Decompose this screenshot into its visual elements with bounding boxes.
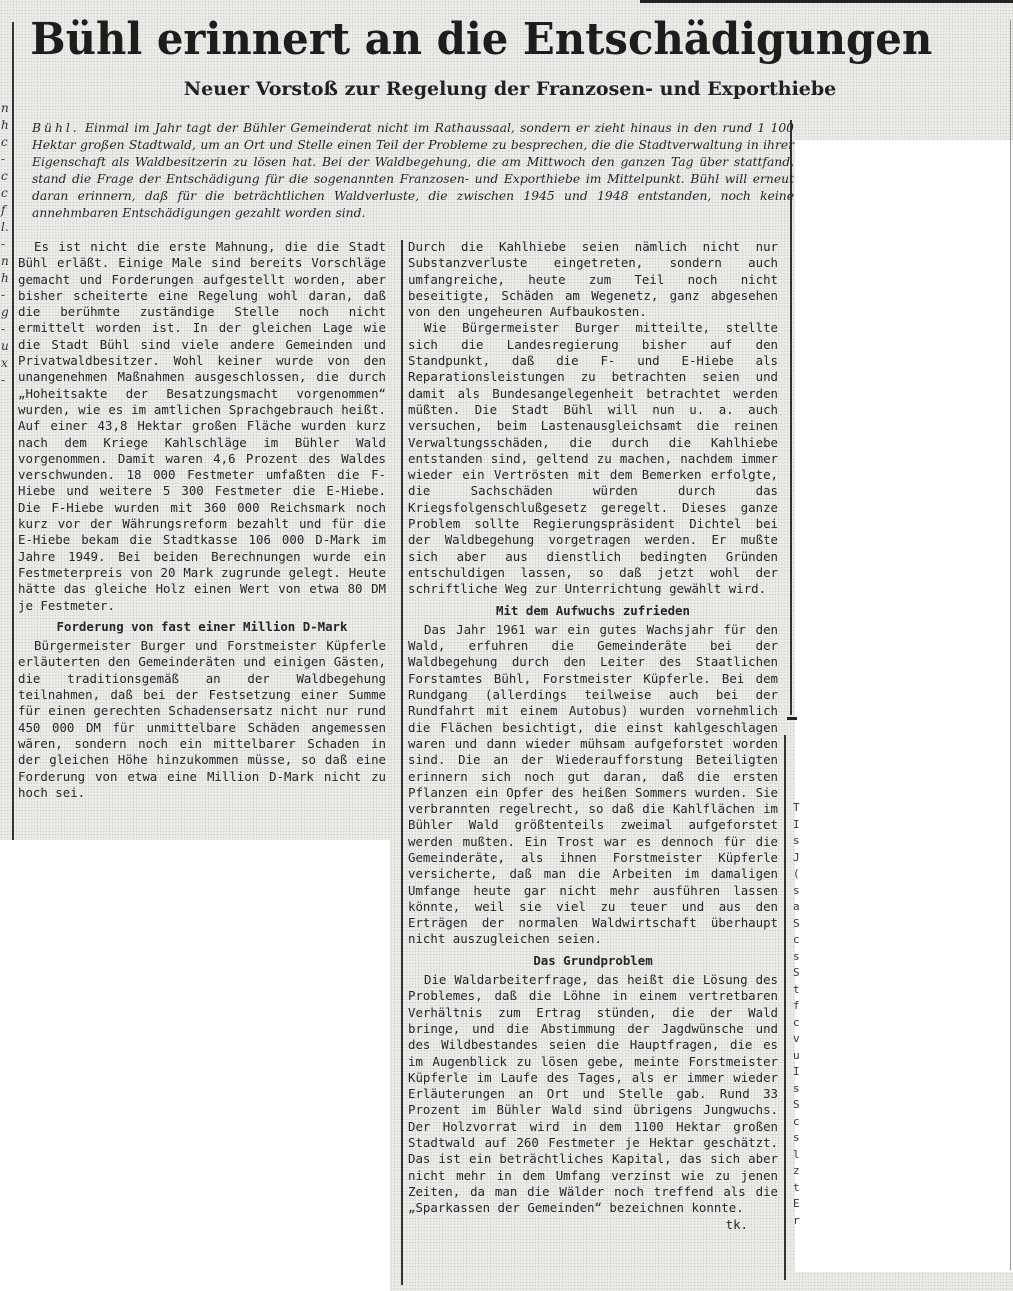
margin-fragment: -	[1, 288, 6, 302]
top-border-rule	[640, 0, 1013, 3]
margin-fragment: (	[793, 867, 800, 880]
margin-fragment: c	[1, 186, 8, 200]
margin-fragment: c	[793, 1114, 800, 1128]
article-subheadline: Neuer Vorstoß zur Regelung der Franzosen- und Exporthiebe	[183, 78, 837, 100]
margin-fragment: s	[793, 1131, 800, 1144]
margin-fragment: T	[793, 801, 800, 814]
margin-fragment: l	[793, 1147, 800, 1161]
margin-fragment: n	[1, 254, 9, 268]
middle-column-rule-right-lower	[784, 735, 786, 1280]
margin-fragment: E	[793, 1197, 800, 1210]
section-subheading: Das Grundproblem	[533, 952, 653, 968]
author-signature: tk.	[725, 1216, 748, 1232]
margin-fragment: g	[1, 305, 9, 319]
margin-fragment: f	[793, 999, 800, 1012]
margin-fragment: u	[1, 339, 9, 353]
body-paragraph: Es ist nicht die erste Mahnung, die die Stadt Bühl erläßt. Einige Male sind bereits Vorschläge gemacht und Forderungen aufgestellt worden, aber bisher scheiterte eine Regelung wohl daran, daß die berühmte zuständige Stelle noch nicht ermittelt worden ist. In der gleichen Lage wie die Stadt Bühl sind viele andere Gemeinden und Privatwaldbesitzer. Wohl keiner wurde von den unangenehmen Maßnahmen ausgeschlossen, die durch „Hoheitsakte der Besatzungsmacht vorgenommen“ wurden, wie es im amtlichen Sprachgebrauch heißt. Auf einer 43,8 Hektar großen Fläche wurden kurz nach dem Kriege Kahlschläge im Bühler Wald vorgenommen. Damit waren 4,6 Prozent des Waldes verschwunden. 18 000 Festmeter umfaßten die F-Hiebe und weitere 5 300 Festmeter die E-Hiebe. Die F-Hiebe wurden mit 360 000 Reichsmark noch kurz vor der Währungsreform bezahlt und für die E-Hiebe bekam die Stadtkasse 106 000 D-Mark im Jahre 1949. Bei beiden Berechnungen wurde ein Festmeterpreis von 20 Mark zugrunde gelegt. Heute hätte das gleiche Holz einen Wert von etwa 80 DM je Festmeter.	[18, 239, 386, 613]
margin-fragment: I	[793, 817, 800, 831]
body-paragraph	[408, 972, 778, 1232]
section-subheading: Forderung von fast einer Million D-Mark	[56, 618, 348, 634]
margin-fragment: S	[793, 1098, 800, 1111]
blank-area	[795, 140, 1013, 1272]
margin-fragment: c	[1, 169, 8, 183]
margin-fragment: s	[793, 834, 800, 847]
right-edge-rule	[1010, 20, 1011, 1270]
margin-fragment: c	[793, 933, 800, 946]
margin-fragment: I	[793, 1065, 800, 1078]
lead-text: Einmal im Jahr tagt der Bühler Gemeinderat nicht im Rathaussaal, sondern er zieht hinaus in den rund 1 100 Hektar großen Stadtwald, um an Ort und Stelle einen Teil der Probleme zu besprechen, die die Stadtverwaltung in ihrer Eigenschaft als Waldbesitzerin zu lösen hat. Bei der Waldbegehung, die am Mittwoch den ganzen Tag über stattfand, stand die Frage der Entschädigung für die sogenannten Franzosen- und Exporthiebe im Mittelpunkt. Bühl will erneut daran erinnern, daß für die beträchtlichen Waldverluste, die zwischen 1945 und 1948 entstanden, noch keine annehmbaren Entschädigungen gezahlt worden sind.	[32, 121, 794, 221]
margin-fragment: n	[1, 101, 9, 115]
article-headline: Bühl erinnert an die Entschädigungen	[30, 14, 933, 65]
margin-fragment: -	[1, 322, 6, 336]
left-column-rule	[12, 22, 14, 840]
margin-fragment: u	[793, 1048, 800, 1062]
margin-fragment: t	[793, 1180, 800, 1194]
right-margin-fragments	[793, 800, 803, 1229]
margin-fragment: J	[793, 850, 800, 864]
margin-fragment: s	[793, 949, 800, 963]
margin-fragment: t	[793, 982, 800, 996]
margin-fragment: l.	[1, 220, 9, 234]
margin-fragment: v	[793, 1032, 800, 1045]
column-rule-tick	[787, 717, 797, 720]
article-lead	[32, 120, 794, 223]
margin-fragment: f	[1, 203, 6, 217]
margin-fragment: -	[1, 373, 6, 387]
body-paragraph: Durch die Kahlhiebe seien nämlich nicht nur Substanzverluste eingetreten, sondern auch umfangreiche, heute zum Teil noch nicht beseitigte, Schäden am Wegenetz, ganz abgesehen von den ungeheuren Aufbaukosten.	[408, 239, 778, 320]
margin-fragment: h	[1, 271, 9, 285]
margin-fragment: S	[793, 916, 800, 930]
body-paragraph: Wie Bürgermeister Burger mitteilte, stellte sich die Landesregierung bisher auf den Standpunkt, daß die F- und E-Hiebe als Reparationsleistungen zu betrachten seien und damit als Bundesangelegenheit betrachtet werden müßten. Die Stadt Bühl will nun u. a. auch versuchen, beim Lastenausgleichsamt die reinen Verwaltungsschäden, die durch die Kahlhiebe entstanden sind, geltend zu machen, nachdem immer wieder ein Vertrösten mit dem Bemerken erfolgte, die Sachschäden würden durch das Kriegsfolgenschlußgesetz geregelt. Dieses ganze Problem sollte Regierungspräsident Dichtel bei der Waldbegehung vorgetragen werden. Er mußte sich aber aus dienstlich bedingten Gründen entschuldigen lassen, so daß jetzt wohl der schriftliche Weg zur Unterrichtung gewählt wird.	[408, 320, 778, 597]
margin-fragment: z	[793, 1164, 800, 1177]
left-margin-fragments	[1, 100, 11, 389]
body-paragraph: Das Jahr 1961 war ein gutes Wachsjahr für den Wald, erfuhren die Gemeinderäte bei der Waldbegehung durch den Leiter des Staatlichen Forstamtes Bühl, Forstmeister Küpferle. Bei dem Rundgang (allerdings teilweise auch bei der Rundfahrt mit einem Autobus) wurden vornehmlich die Flächen besichtigt, die einst kahlgeschlagen waren und dann wieder mühsam aufgeforstet worden sind. Die an der Wiederaufforstung Beteiligten erinnern sich noch gut daran, daß die ersten Pflanzen ein Opfer des heißen Sommers wurden. Sie verbrannten regelrecht, so daß die Kahlflächen im Bühler Wald größtenteils zweimal aufgeforstet werden mußten. Ein Trost war es dennoch für die Gemeinderäte, als ihnen Forstmeister Küpferle versicherte, daß man die Arbeiten im damaligen Umfange heute gar nicht mehr ausführen lassen könnte, weil sie viel zu teuer und aus den Erträgen der normalen Waldwirtschaft überhaupt nicht auszugleichen seien.	[408, 621, 778, 947]
newspaper-clipping-bottom-strip	[390, 1272, 1013, 1291]
margin-fragment: s	[793, 1081, 800, 1095]
margin-fragment: s	[793, 883, 800, 897]
margin-fragment: h	[1, 118, 9, 132]
body-paragraph: Bürgermeister Burger und Forstmeister Küpferle erläuterten den Gemeinderäten und einigen Gästen, die traditionsgemäß an der Waldbegehung teilnahmen, daß bei der Festsetzung einer Summe für einen gerechten Schadensersatz nicht nur rund 450 000 DM für unmittelbare Schäden angemessen wären, sondern noch ein mittelbarer Schaden in der gleichen Höhe hinzukommen müsse, so daß eine Forderung von etwa eine Million D-Mark nicht zu hoch sei.	[18, 638, 386, 800]
section-subheading: Mit dem Aufwuchs zufrieden	[496, 602, 690, 618]
margin-fragment: c	[1, 135, 8, 149]
margin-fragment: x	[1, 356, 8, 370]
margin-fragment: -	[1, 152, 6, 166]
middle-column	[408, 239, 778, 1233]
body-paragraph-text: Die Waldarbeiterfrage, das heißt die Lösung des Problemes, daß die Löhne in einem vertretbaren Verhältnis zum Ertrag stünden, die der Wald bringe, und die Abstimmung der Jagdwünsche und des Wildbestandes seien die Hauptfragen, die es im Augenblick zu lösen gebe, meinte Forstmeister Küpferle im Laufe des Tages, als er immer wieder Erläuterungen an Ort und Stelle gab. Rund 33 Prozent im Bühler Wald sind übrigens Jungwuchs. Der Holzvorrat wird in dem 1100 Hektar großen Stadtwald auf 260 Festmeter je Hektar geschätzt. Das ist ein beträchtliches Kapital, das sich aber nicht mehr in dem Umfang verzinst wie zu jenen Zeiten, da man die Wälder noch treffend als die „Sparkassen der Gemeinden“ bezeichnen konnte.	[408, 972, 778, 1216]
margin-fragment: -	[1, 237, 6, 251]
dateline: Bühl.	[32, 121, 80, 135]
left-column	[18, 239, 386, 801]
margin-fragment: c	[793, 1015, 800, 1029]
margin-fragment: r	[793, 1213, 800, 1227]
margin-fragment: S	[793, 966, 800, 979]
middle-column-rule-left	[401, 240, 403, 1285]
margin-fragment: a	[793, 900, 800, 913]
